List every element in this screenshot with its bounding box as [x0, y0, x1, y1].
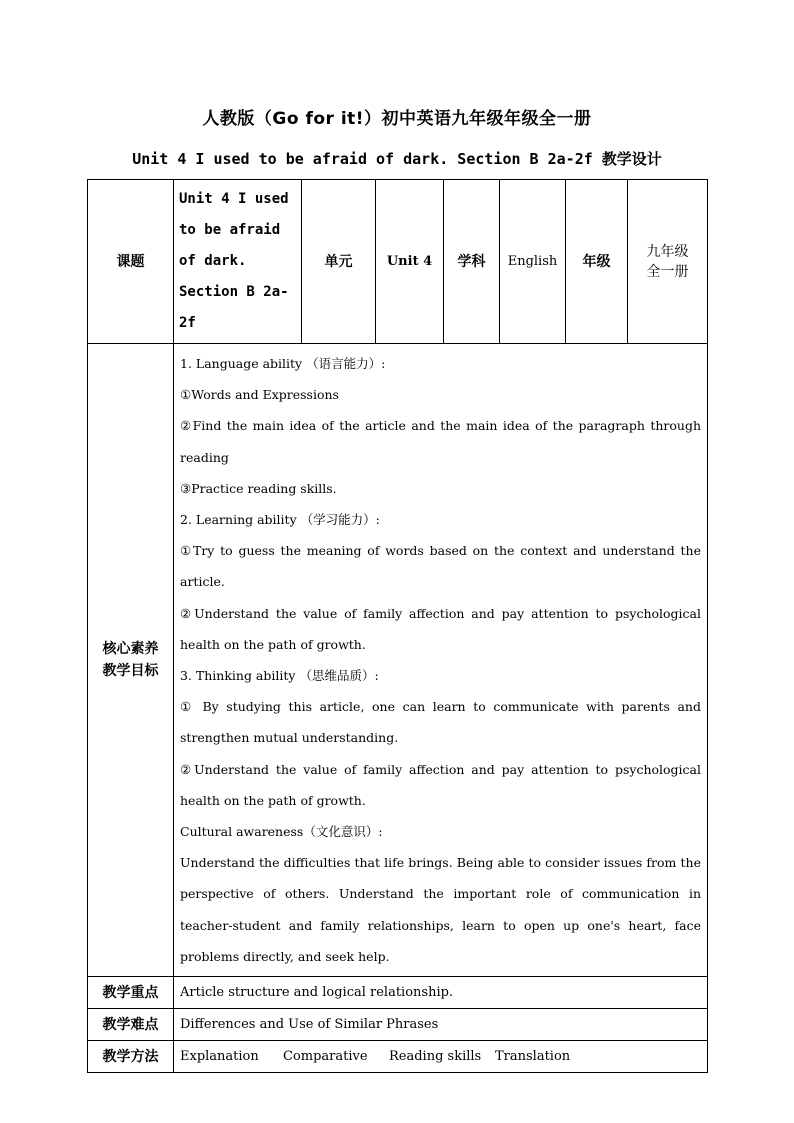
document-subtitle: Unit 4 I used to be afraid of dark. Section B 2a-2f 教学设计 — [132, 150, 662, 168]
key-points-row — [88, 977, 708, 1009]
method-item: Reading skills — [389, 1048, 482, 1064]
objectives-label-line2: 教学目标 — [102, 663, 159, 680]
objective-line: ① By studying this article, one can learn to communicate with parents and strengthen mutual understanding. — [180, 699, 701, 746]
grade-value-line1: 九年级 — [646, 243, 689, 260]
difficulties-label: 教学难点 — [88, 1009, 174, 1041]
difficulties-value: Differences and Use of Similar Phrases — [174, 1009, 708, 1041]
subject-value: English — [500, 180, 566, 344]
methods-label: 教学方法 — [88, 1041, 174, 1073]
header-row — [88, 180, 708, 344]
objective-line: ②Understand the value of family affection and pay attention to psychological health on the path of growth. — [180, 761, 701, 808]
objectives-row — [88, 344, 708, 977]
objective-line: ①Words and Expressions — [180, 387, 339, 403]
document-title: 人教版（Go for it!）初中英语九年级年级全一册 — [202, 109, 592, 129]
topic-label: 课题 — [88, 180, 174, 344]
objectives-content — [174, 344, 708, 977]
unit-label: 单元 — [302, 180, 376, 344]
subject-label: 学科 — [444, 180, 500, 344]
grade-value — [628, 180, 708, 344]
objective-line: ②Find the main idea of the article and the main idea of the paragraph through reading — [180, 418, 701, 465]
grade-value-line2: 全一册 — [646, 263, 689, 280]
methods-row — [88, 1041, 708, 1073]
objective-line: 3. Thinking ability （思维品质）: — [180, 668, 379, 684]
difficulties-row — [88, 1009, 708, 1041]
objective-line: ②Understand the value of family affection and pay attention to psychological health on the path of growth. — [180, 605, 701, 652]
methods-value — [174, 1041, 708, 1073]
objective-line: ①Try to guess the meaning of words based on the context and understand the article. — [180, 543, 701, 590]
method-item: Explanation — [180, 1048, 259, 1064]
key-points-value: Article structure and logical relationship. — [174, 977, 708, 1009]
method-item: Translation — [495, 1048, 571, 1064]
objective-line: Understand the difficulties that life brings. Being able to consider issues from the perspective of others. Understand the important role of communication in teacher-student and family relationships, learn to open up one's heart, face problems directly, and seek help. — [180, 855, 701, 964]
lesson-plan-table — [87, 179, 708, 1073]
objective-line: ③Practice reading skills. — [180, 480, 337, 496]
objective-line: 2. Learning ability （学习能力）: — [180, 512, 380, 528]
objectives-label-line1: 核心素养 — [102, 641, 159, 658]
key-points-label: 教学重点 — [88, 977, 174, 1009]
grade-label: 年级 — [566, 180, 628, 344]
objective-line: 1. Language ability （语言能力）: — [180, 356, 386, 371]
objectives-label — [88, 344, 174, 977]
method-item: Comparative — [283, 1048, 368, 1064]
topic-value: Unit 4 I used to be afraid of dark. Section B 2a-2f — [174, 180, 302, 344]
objective-line: Cultural awareness（文化意识）: — [180, 824, 383, 840]
unit-value: Unit 4 — [376, 180, 444, 344]
